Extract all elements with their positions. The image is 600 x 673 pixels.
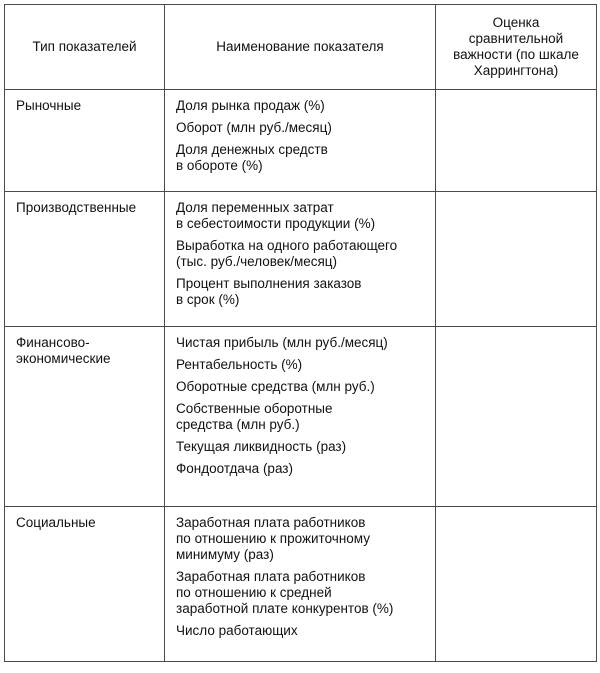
indicator-item: [176, 515, 431, 563]
indicator-text: Оборотные средства (млн руб.): [176, 379, 375, 394]
indicator-text: Выработка на одного работающего: [176, 238, 398, 253]
type-label: экономические: [16, 351, 111, 366]
header-name: Наименование показателя: [165, 5, 436, 90]
header-score-line: Харрингтона): [473, 63, 559, 78]
indicator-item: [176, 439, 431, 455]
indicator-text: (тыс. руб./человек/месяц): [176, 254, 338, 269]
indicator-item: [176, 357, 431, 373]
indicator-text: заработной плате конкурентов (%): [176, 601, 394, 616]
table-row: [5, 192, 597, 327]
indicator-text: по отношению к прожиточному: [176, 531, 370, 546]
indicator-item: [176, 401, 431, 433]
indicator-text: Доля рынка продаж (%): [176, 98, 325, 113]
header-type: Тип показателей: [5, 5, 165, 90]
type-label: Финансово-: [16, 335, 90, 350]
score-cell: [436, 90, 597, 192]
score-cell: [436, 192, 597, 327]
indicator-item: [176, 238, 431, 270]
indicator-text: Оборот (млн руб./месяц): [176, 120, 332, 135]
indicator-text: Доля денежных средств: [176, 142, 328, 157]
indicator-item: [176, 569, 431, 617]
indicator-text: Чистая прибыль (млн руб./месяц): [176, 335, 388, 350]
table-row: [5, 507, 597, 662]
indicator-text: в обороте (%): [176, 158, 263, 173]
indicator-item: [176, 200, 431, 232]
type-cell: [5, 327, 165, 507]
indicator-text: по отношению к средней: [176, 585, 332, 600]
indicator-item: [176, 276, 431, 308]
indicator-text: Доля переменных затрат: [176, 200, 334, 215]
type-cell: [5, 192, 165, 327]
type-label: Производственные: [16, 200, 137, 215]
indicator-item: [176, 335, 431, 351]
indicator-text: минимуму (раз): [176, 547, 274, 562]
indicator-item: [176, 623, 431, 639]
indicator-item: [176, 379, 431, 395]
name-cell: [165, 507, 436, 662]
table-row: [5, 90, 597, 192]
header-row: [5, 5, 597, 90]
indicator-text: Число работающих: [176, 623, 298, 638]
type-label: Рыночные: [16, 98, 82, 113]
name-cell: [165, 90, 436, 192]
header-score-line: важности (по шкале: [453, 47, 579, 62]
indicator-text: средства (млн руб.): [176, 417, 300, 432]
header-score: [436, 5, 597, 90]
indicator-text: в срок (%): [176, 292, 240, 307]
indicator-text: Заработная плата работников: [176, 569, 366, 584]
indicator-text: Текущая ликвидность (раз): [176, 439, 347, 454]
indicator-text: в себестоимости продукции (%): [176, 216, 376, 231]
name-cell: [165, 327, 436, 507]
header-score-line: сравнительной: [468, 31, 564, 46]
indicators-table: [4, 4, 597, 662]
indicator-text: Процент выполнения заказов: [176, 276, 362, 291]
indicator-text: Заработная плата работников: [176, 515, 366, 530]
name-cell: [165, 192, 436, 327]
header-score-line: Оценка: [492, 15, 540, 30]
indicator-text: Фондоотдача (раз): [176, 461, 293, 476]
score-cell: [436, 327, 597, 507]
indicator-item: [176, 461, 431, 477]
score-cell: [436, 507, 597, 662]
type-label: Социальные: [16, 515, 96, 530]
indicator-item: [176, 142, 431, 174]
indicator-item: [176, 120, 431, 136]
indicator-item: [176, 98, 431, 114]
type-cell: [5, 90, 165, 192]
type-cell: [5, 507, 165, 662]
table-row: [5, 327, 597, 507]
indicator-text: Рентабельность (%): [176, 357, 303, 372]
indicator-text: Собственные оборотные: [176, 401, 333, 416]
